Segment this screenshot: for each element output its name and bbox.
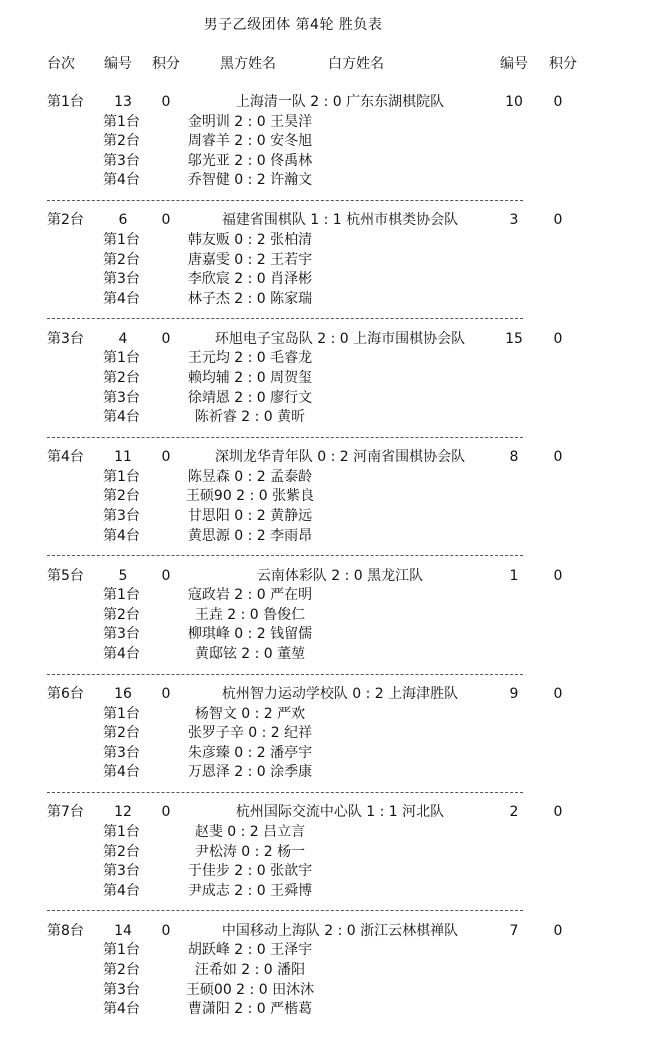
- game-result: 李欣宸 2 : 0 肖泽彬: [187, 271, 313, 288]
- match-number-left: 16: [114, 686, 132, 702]
- game-result: 尹成志 2 : 0 王舜博: [187, 882, 313, 899]
- game-result: 黄思源 0 : 2 李雨昂: [187, 527, 313, 544]
- match-table: 第7台: [47, 804, 84, 821]
- match-divider: [47, 555, 523, 556]
- header-points-right: 积分: [549, 56, 577, 72]
- match-block: [0, 567, 650, 685]
- match-divider: [47, 910, 523, 911]
- match-number-left: 13: [114, 94, 132, 110]
- board-label: 第2台: [103, 251, 140, 268]
- board-label: 第4台: [103, 1001, 140, 1018]
- game-result: 王元均 2 : 0 毛睿龙: [187, 350, 313, 367]
- board-label: 第2台: [103, 488, 140, 505]
- match-table: 第6台: [47, 686, 84, 702]
- match-block: [0, 211, 650, 329]
- match-table: 第3台: [47, 330, 84, 347]
- game-result: 王硕00 2 : 0 田沐沐: [185, 981, 315, 998]
- game-result: 汪希如 2 : 0 潘阳: [194, 961, 306, 978]
- match-table: 第5台: [47, 567, 84, 584]
- match-number-right: 10: [505, 94, 523, 110]
- board-label: 第1台: [103, 705, 140, 722]
- match-divider: [47, 674, 523, 675]
- game-result: 唐嘉雯 0 : 2 王若宇: [187, 251, 313, 268]
- game-result: 万恩泽 2 : 0 涂季康: [187, 764, 313, 781]
- team-match-result: 中国移动上海队 2 : 0 浙江云林棋禅队: [221, 922, 459, 939]
- board-label: 第1台: [103, 942, 140, 959]
- match-points-left: 0: [161, 330, 171, 347]
- game-result: 王垚 2 : 0 鲁俊仁: [194, 606, 306, 623]
- board-label: 第4台: [103, 645, 140, 662]
- game-result: 朱彦臻 0 : 2 潘亭宇: [187, 744, 313, 761]
- game-result: 甘思阳 0 : 2 黄静远: [187, 507, 313, 524]
- board-label: 第3台: [103, 744, 140, 761]
- board-label: 第1台: [103, 350, 140, 367]
- match-points-right: 0: [553, 94, 563, 110]
- match-points-right: 0: [553, 212, 563, 229]
- board-label: 第1台: [103, 231, 140, 248]
- match-block: [0, 93, 650, 211]
- game-result: 赵斐 0 : 2 吕立言: [194, 823, 306, 840]
- board-label: 第2台: [103, 961, 140, 978]
- game-result: 林子杰 2 : 0 陈家瑞: [187, 290, 313, 307]
- header-table: 台次: [47, 56, 75, 72]
- header-number-left: 编号: [104, 56, 132, 72]
- match-table: 第4台: [47, 449, 84, 466]
- match-points-left: 0: [161, 567, 171, 584]
- match-points-left: 0: [161, 804, 171, 821]
- match-block: [0, 330, 650, 448]
- game-result: 金明训 2 : 0 王昊洋: [187, 113, 313, 130]
- match-number-left: 5: [118, 567, 128, 584]
- match-block: [0, 448, 650, 566]
- match-block: [0, 922, 650, 1040]
- header-number-right: 编号: [500, 56, 528, 72]
- team-match-result: 杭州智力运动学校队 0 : 2 上海津胜队: [221, 686, 459, 702]
- match-number-right: 15: [505, 330, 523, 347]
- game-result: 曹潇阳 2 : 0 严楷葛: [187, 1001, 313, 1018]
- board-label: 第1台: [103, 823, 140, 840]
- match-points-right: 0: [553, 686, 563, 702]
- match-points-right: 0: [553, 449, 563, 466]
- match-points-right: 0: [553, 804, 563, 821]
- match-number-right: 8: [509, 449, 519, 466]
- match-points-left: 0: [161, 686, 171, 702]
- game-result: 张罗子辛 0 : 2 纪祥: [187, 725, 313, 742]
- match-number-left: 11: [114, 449, 132, 466]
- board-label: 第3台: [103, 271, 140, 288]
- game-result: 乔智健 0 : 2 许瀚文: [187, 172, 313, 189]
- match-points-right: 0: [553, 567, 563, 584]
- header-white-name: 白方姓名: [328, 56, 384, 72]
- board-label: 第1台: [103, 113, 140, 130]
- game-result: 邬光亚 2 : 0 佟禹林: [187, 152, 313, 169]
- match-divider: [47, 200, 523, 201]
- board-label: 第3台: [103, 389, 140, 406]
- team-match-result: 云南体彩队 2 : 0 黑龙江队: [256, 567, 424, 584]
- match-number-left: 6: [118, 212, 128, 229]
- board-label: 第4台: [103, 527, 140, 544]
- game-result: 王硕90 2 : 0 张紫良: [185, 488, 315, 505]
- match-block: [0, 803, 650, 921]
- team-match-result: 深圳龙华青年队 0 : 2 河南省围棋协会队: [214, 449, 466, 466]
- match-block: [0, 685, 650, 803]
- game-result: 陈昱森 0 : 2 孟泰龄: [187, 468, 313, 485]
- team-match-result: 福建省围棋队 1 : 1 杭州市棋类协会队: [221, 212, 459, 229]
- match-table: 第8台: [47, 922, 84, 939]
- game-result: 黄邸铉 2 : 0 董堃: [194, 645, 306, 662]
- game-result: 陈祈睿 2 : 0 黄昕: [194, 409, 306, 426]
- board-label: 第2台: [103, 725, 140, 742]
- board-label: 第2台: [103, 133, 140, 150]
- board-label: 第3台: [103, 626, 140, 643]
- board-label: 第4台: [103, 172, 140, 189]
- game-result: 尹松涛 0 : 2 杨一: [194, 843, 306, 860]
- game-result: 胡跃峰 2 : 0 王泽宇: [187, 942, 313, 959]
- game-result: 徐靖恩 2 : 0 廖行文: [187, 389, 313, 406]
- match-divider: [47, 437, 523, 438]
- board-label: 第4台: [103, 290, 140, 307]
- game-result: 韩友贩 0 : 2 张柏清: [187, 231, 313, 248]
- header-points-left: 积分: [152, 56, 180, 72]
- board-label: 第2台: [103, 843, 140, 860]
- match-number-left: 4: [118, 330, 128, 347]
- board-label: 第4台: [103, 764, 140, 781]
- board-label: 第2台: [103, 606, 140, 623]
- match-points-left: 0: [161, 922, 171, 939]
- match-number-left: 12: [114, 804, 132, 821]
- team-match-result: 上海清一队 2 : 0 广东东湖棋院队: [235, 94, 445, 110]
- board-label: 第1台: [103, 587, 140, 604]
- match-number-right: 1: [509, 567, 519, 584]
- board-label: 第2台: [103, 369, 140, 386]
- match-number-left: 14: [114, 922, 132, 939]
- board-label: 第3台: [103, 863, 140, 880]
- team-match-result: 杭州国际交流中心队 1 : 1 河北队: [235, 804, 445, 821]
- board-label: 第4台: [103, 409, 140, 426]
- match-divider: [47, 318, 523, 319]
- board-label: 第3台: [103, 152, 140, 169]
- game-result: 于佳步 2 : 0 张歆宇: [187, 863, 313, 880]
- game-result: 赖均辅 2 : 0 周贺玺: [187, 369, 313, 386]
- board-label: 第1台: [103, 468, 140, 485]
- board-label: 第4台: [103, 882, 140, 899]
- match-number-right: 9: [509, 686, 519, 702]
- match-points-left: 0: [161, 94, 171, 110]
- match-points-right: 0: [553, 330, 563, 347]
- match-points-right: 0: [553, 922, 563, 939]
- header-black-name: 黑方姓名: [220, 56, 276, 72]
- game-result: 周睿羊 2 : 0 安冬旭: [187, 133, 313, 150]
- game-result: 杨智文 0 : 2 严欢: [194, 705, 306, 722]
- match-number-right: 3: [509, 212, 519, 229]
- board-label: 第3台: [103, 507, 140, 524]
- game-result: 寇政岩 2 : 0 严在明: [187, 587, 313, 604]
- game-result: 柳琪峰 0 : 2 钱留儒: [187, 626, 313, 643]
- board-label: 第3台: [103, 981, 140, 998]
- match-table: 第1台: [47, 94, 84, 110]
- match-points-left: 0: [161, 449, 171, 466]
- match-number-right: 2: [509, 804, 519, 821]
- team-match-result: 环旭电子宝岛队 2 : 0 上海市围棋协会队: [214, 330, 466, 347]
- match-number-right: 7: [509, 922, 519, 939]
- match-points-left: 0: [161, 212, 171, 229]
- page-title: 男子乙级团体 第4轮 胜负表: [203, 17, 383, 33]
- match-table: 第2台: [47, 212, 84, 229]
- match-divider: [47, 792, 523, 793]
